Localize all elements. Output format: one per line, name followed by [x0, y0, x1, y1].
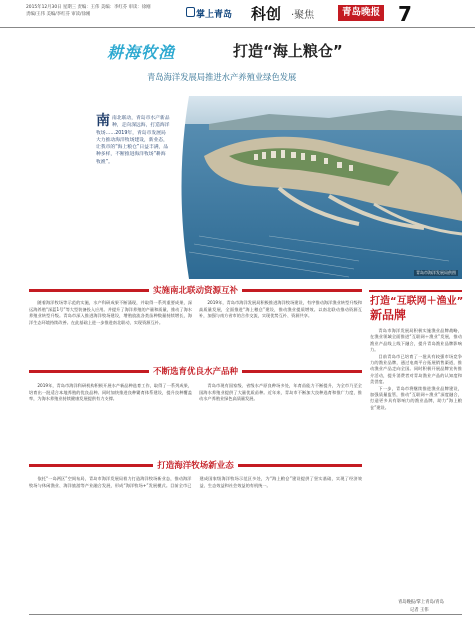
sidebar-title: 打造“互联网＋渔业”: [370, 296, 464, 307]
sidebar-article: [370, 328, 462, 411]
paragraph: 目前青岛市已培育了一批具有较强市场竞争力的渔业品牌，通过电商平台拓展销售渠道，推动渔业产品走向全国。同时积极开展品牌宣传推介活动，提升消费者对青岛渔业产品的认知度和美誉度。: [370, 353, 462, 385]
issue-date: 2015年12月30日 星期三 责编：王伟 美编：李红芬 审读：徐刚: [26, 5, 151, 10]
section-header: [29, 365, 362, 378]
page-number: 7: [398, 2, 412, 26]
paragraph: 2019年，青岛市海洋科研机构积极开展水产新品种选育工作，取得了一系列成果，培育出一批适合本地养殖的优良品种。同时加快推进良种繁育体系建设，提升良种覆盖率，为海水养殖业持续健康发展提供有力支撑。: [29, 383, 192, 401]
paragraph: 随着海洋牧场等示范的实施，水产科研成果不断涌现，并取得一系列重要成果，深远海养殖“深蓝1号”等大型装备投入应用。并提升了海洋养殖的产量和质量，推动了海水养殖业转型升级。青岛市深入推进海洋牧场建设，增殖放流各类苗种数量持续增长，海洋生态环境持续改善。在此基础上进一步推进南北联动，实现资源互补。: [29, 300, 192, 325]
article-column: [29, 383, 192, 456]
paragraph: 青岛市海洋发展局积极实施渔业品牌战略，在渔业领域全面推进“互联网＋渔业”发展，推动渔业产品线上线下融合，提升青岛渔业品牌影响力。: [370, 328, 462, 353]
edit-credits: 责编/王伟 美编/李红芬 审读/徐刚: [26, 12, 91, 17]
drop-cap: 南: [96, 113, 110, 129]
paper-logo: 青岛晚报: [338, 5, 384, 21]
app-name: 掌上青岛: [196, 10, 233, 20]
bottom-divider: [29, 614, 462, 615]
section-title: 不断选育优良水产品种: [149, 367, 242, 377]
phone-icon: [186, 7, 195, 17]
coastline-illustration: [29, 96, 462, 279]
photo-caption: 青岛市海洋发展局供图: [416, 270, 456, 275]
section-title: 实施南北联动资源互补: [149, 286, 242, 296]
sidebar-subtitle: 新品牌: [370, 308, 407, 322]
intro-blurb: [96, 115, 170, 166]
article-column: [199, 300, 362, 362]
reporter-line: 记者 王伟: [410, 608, 429, 613]
section-title: 打造海洋牧场新业态: [153, 461, 238, 471]
section-header: [29, 284, 362, 297]
intro-text: 南北联动，青岛市水产新品种，走向深远海，打造海洋牧场……2019年，青岛市发展局大力推动海洋牧场建设，新业态，让我市的“海上粮仓”日益丰满，品种多样，不断推进海洋牧场“耕海牧渔”。: [96, 116, 170, 165]
section-header: [29, 459, 362, 472]
banner-slogan: 耕海牧渔: [107, 43, 176, 62]
paragraph: 下一步，青岛市将继续推进渔业品牌建设，加强质量监管，推动“互联网＋渔业”深度融合，打造更多具有影响力的渔业品牌，助力“海上粮仓”建设。: [370, 385, 462, 410]
headline-title: 打造“海上粮仓”: [233, 42, 343, 60]
headline-banner: [97, 38, 387, 98]
paragraph: 依托“一岛两区”空间布局，青岛市海洋发展局着力打造海洋牧场新业态，推动海洋牧场与休闲渔业、海洋旅游等产业融合发展，形成“海洋牧场+”发展模式。目前全市已建成国家级海洋牧场示范区多处，为“海上粮仓”建设提供了坚实基础，实现了经济效益、生态效益和社会效益的有机统一。: [29, 476, 362, 488]
aerial-photo: [29, 96, 462, 279]
section-sub: ·聚焦: [291, 10, 315, 21]
article-column: [29, 476, 362, 610]
page-header: [0, 0, 475, 28]
article-column: [29, 300, 192, 362]
paragraph: 2019年，青岛市海洋发展局积极推进海洋牧场建设，有序推动海洋渔业转型升级和高质量发展，全面推进“海上粮仓”建设，推动渔业提质增效。以南北联动推动资源互补，加强与南方省市的合作交流，实现优势互补、资源共享。: [199, 300, 362, 318]
author-line: 青岛晚报/掌上青岛/青岛: [398, 600, 444, 605]
section-name: 科创: [251, 5, 282, 23]
headline-subtitle: 青岛海洋发展局推进水产养殖业绿色发展: [147, 72, 297, 82]
paragraph: 青岛市现有国家级、省级水产原良种场多处，年育苗能力不断提升，为全市乃至全国海水养殖业提供了大量优质苗种。近年来，青岛市不断加大良种选育和推广力度，推动水产养殖业绿色高质量发展。: [199, 383, 362, 401]
article-column: [199, 383, 362, 456]
